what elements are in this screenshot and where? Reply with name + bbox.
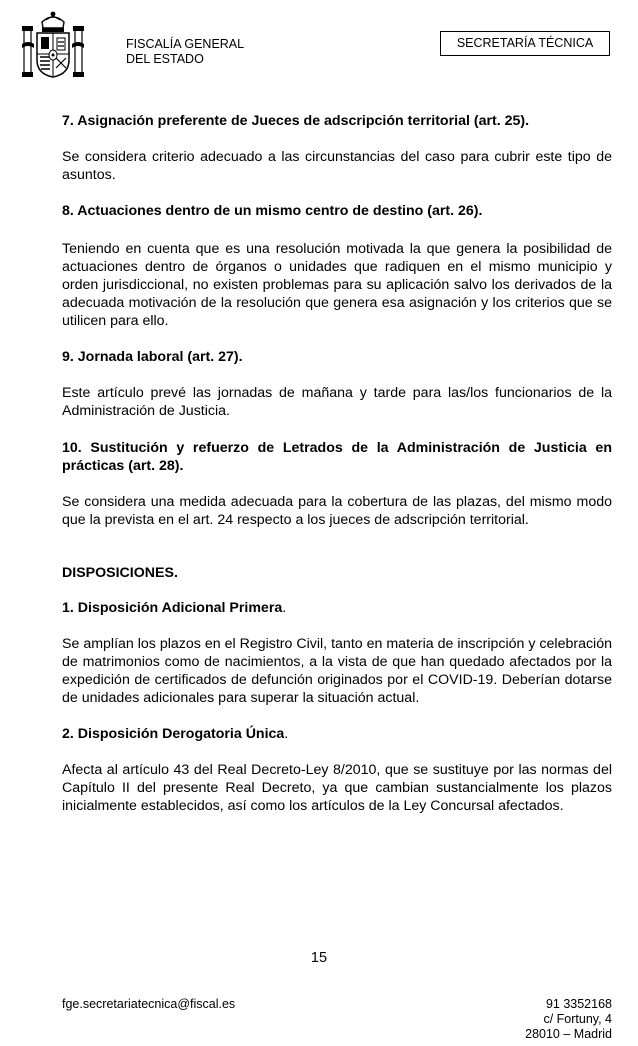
section-8-heading: 8. Actuaciones dentro de un mismo centro de destino (art. 26). (62, 203, 483, 219)
document-body (62, 113, 612, 815)
section-10-heading: 10. Sustitución y refuerzo de Letrados de la Administración de Justicia en prácticas (art. 28). (62, 440, 612, 474)
disposition-1-title: 1. Disposición Adicional Primera (62, 600, 283, 616)
disposition-2-paragraph: Afecta al artículo 43 del Real Decreto-Ley 8/2010, que se sustituye por las normas del Capítulo II del presente Real Decreto, ya que cambian sustancialmente los plazos inicialmente establecidos, así como los artículos de la Ley Concursal afectados. (62, 762, 612, 814)
coat-of-arms-of-spain-icon (20, 8, 86, 80)
section-9-paragraph: Este artículo prevé las jornadas de mañana y tarde para las/los funcionarios de la Administración de Justicia. (62, 385, 612, 419)
section-9-heading: 9. Jornada laboral (art. 27). (62, 349, 243, 365)
organization-name (126, 37, 244, 67)
footer-address-line2: 28010 – Madrid (525, 1027, 612, 1041)
disposition-2-title: 2. Disposición Derogatoria Única (62, 726, 285, 742)
organization-name-line1: FISCALÍA GENERAL (126, 37, 245, 51)
page-number: 15 (310, 950, 328, 966)
footer-contact (525, 997, 612, 1042)
footer-phone: 91 3352168 (545, 997, 612, 1011)
dispositions-heading: DISPOSICIONES. (62, 565, 178, 581)
department-badge: SECRETARÍA TÉCNICA (440, 31, 610, 56)
disposition-2-heading: 2. Disposición Derogatoria Única. (62, 726, 289, 742)
section-8-paragraph: Teniendo en cuenta que es una resolución motivada la que genera la posibilidad de actuaciones dentro de órganos o unidades que radiquen en el mismo municipio y orden jurisdiccional, no existen problemas para su aplicación salvo los derivados de la adecuada motivación de la resolución que genera esa asignación y los criterios que se utilicen para ello. (62, 241, 612, 329)
footer-email: fge.secretariatecnica@fiscal.es (62, 997, 236, 1011)
disposition-1-heading: 1. Disposición Adicional Primera. (62, 600, 287, 616)
section-10-paragraph: Se considera una medida adecuada para la cobertura de las plazas, del mismo modo que la prevista en el art. 24 respecto a los jueces de adscripción territorial. (62, 494, 612, 528)
organization-name-line2: DEL ESTADO (126, 52, 204, 66)
disposition-1-paragraph: Se amplían los plazos en el Registro Civil, tanto en materia de inscripción y celebración de matrimonios como de nacimientos, a la vista de que han quedado afectados por la expedición de certificados de defunción originados por el COVID-19. Deberían dotarse de unidades adicionales para superar la situación actual. (62, 636, 612, 706)
section-7-heading: 7. Asignación preferente de Jueces de adscripción territorial (art. 25). (62, 113, 530, 129)
footer-address-line1: c/ Fortuny, 4 (543, 1012, 612, 1026)
section-7-paragraph: Se considera criterio adecuado a las circunstancias del caso para cubrir este tipo de asuntos. (62, 149, 612, 183)
